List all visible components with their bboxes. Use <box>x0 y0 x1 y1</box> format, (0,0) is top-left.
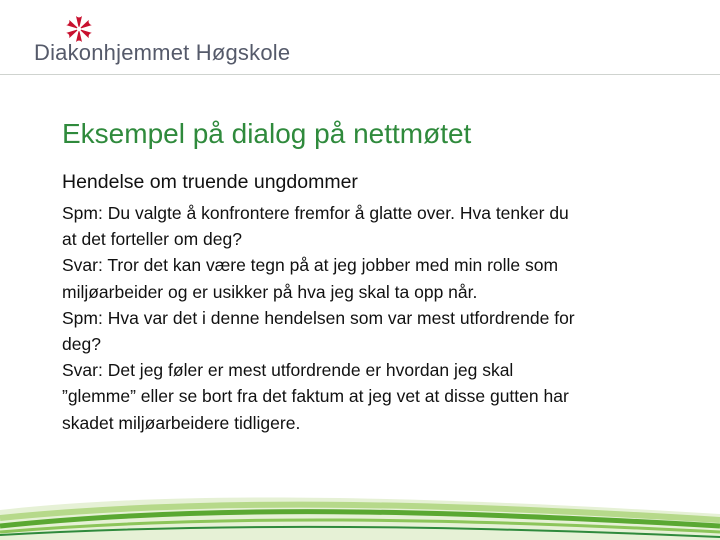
logo <box>28 12 348 72</box>
answer-2: Svar: Det jeg føler er mest utfordrende er hvordan jeg skal ”glemme” eller se bort fra det faktum at jeg vet at disse gutten har skadet miljøarbeidere tidligere. <box>62 360 569 433</box>
logo-text: Diakonhjemmet Høgskole <box>34 40 291 65</box>
answer-1: Svar: Tror det kan være tegn på at jeg jobber med min rolle som miljøarbeider og er usikker på hva jeg skal ta opp når. <box>62 255 559 302</box>
header-divider <box>0 74 720 75</box>
footer-wave-decoration <box>0 488 720 540</box>
question-2: Spm: Hva var det i denne hendelsen som var mest utfordrende for deg? <box>62 307 575 355</box>
slide-body <box>62 200 582 436</box>
question-1: Spm: Du valgte å konfrontere fremfor å glatte over. Hva tenker du at det forteller om deg? <box>62 203 569 250</box>
slide-title: Eksempel på dialog på nettmøtet <box>62 118 472 149</box>
slide-subtitle: Hendelse om truende ungdommer <box>62 171 358 193</box>
